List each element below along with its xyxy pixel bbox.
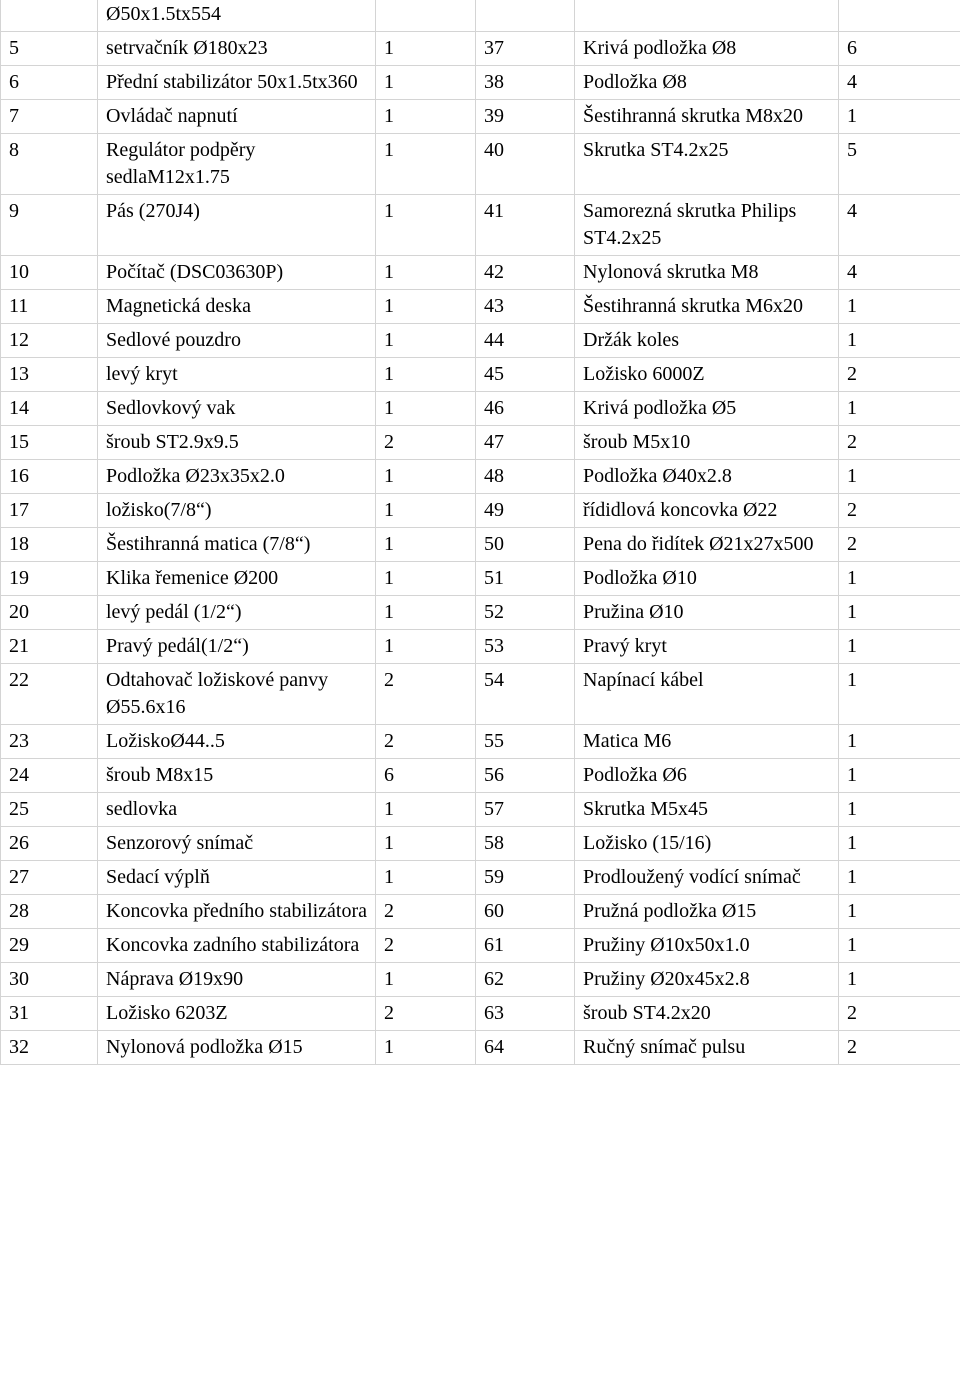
cell-part-quantity: 1 <box>376 392 476 426</box>
table-row <box>1 759 960 793</box>
table-row <box>1 596 960 630</box>
cell-part-quantity: 2 <box>376 664 476 725</box>
cell-part-name: Podložka Ø10 <box>575 562 839 596</box>
cell-part-number: 57 <box>476 793 575 827</box>
cell-part-name: Ložisko 6203Z <box>98 997 376 1031</box>
cell-part-number: 6 <box>1 66 98 100</box>
table-row <box>1 664 960 725</box>
cell-part-quantity: 1 <box>839 100 960 134</box>
cell-part-name: Koncovka zadního stabilizátora <box>98 929 376 963</box>
cell-part-quantity: 2 <box>839 494 960 528</box>
cell-part-quantity: 1 <box>839 861 960 895</box>
cell-part-name: Pružná podložka Ø15 <box>575 895 839 929</box>
cell-part-quantity: 2 <box>376 997 476 1031</box>
cell-part-number: 5 <box>1 32 98 66</box>
cell-part-number: 37 <box>476 32 575 66</box>
cell-part-number: 58 <box>476 827 575 861</box>
table-row <box>1 1031 960 1065</box>
cell-part-number: 46 <box>476 392 575 426</box>
cell-part-number: 10 <box>1 256 98 290</box>
cell-part-quantity: 1 <box>839 827 960 861</box>
table-row <box>1 725 960 759</box>
table-row <box>1 426 960 460</box>
cell-part-quantity: 4 <box>839 66 960 100</box>
table-row <box>1 134 960 195</box>
cell-part-number: 38 <box>476 66 575 100</box>
cell-b-name <box>575 0 839 32</box>
cell-part-number: 26 <box>1 827 98 861</box>
cell-part-quantity: 1 <box>376 256 476 290</box>
cell-part-name: Pružiny Ø20x45x2.8 <box>575 963 839 997</box>
cell-part-quantity: 1 <box>376 596 476 630</box>
table-row <box>1 963 960 997</box>
cell-part-name: Podložka Ø40x2.8 <box>575 460 839 494</box>
cell-a-name: Ø50x1.5tx554 <box>98 0 376 32</box>
cell-part-quantity: 1 <box>839 392 960 426</box>
cell-part-name: Nylonová podložka Ø15 <box>98 1031 376 1065</box>
cell-part-number: 49 <box>476 494 575 528</box>
cell-part-quantity: 1 <box>839 596 960 630</box>
cell-part-name: Samorezná skrutka Philips ST4.2x25 <box>575 195 839 256</box>
cell-part-quantity: 2 <box>376 895 476 929</box>
cell-part-number: 55 <box>476 725 575 759</box>
cell-part-quantity: 2 <box>839 1031 960 1065</box>
cell-part-number: 45 <box>476 358 575 392</box>
table-row <box>1 827 960 861</box>
table-row <box>1 392 960 426</box>
cell-part-name: Ložisko 6000Z <box>575 358 839 392</box>
cell-part-name: Krivá podložka Ø5 <box>575 392 839 426</box>
cell-part-number: 21 <box>1 630 98 664</box>
cell-part-name: Podložka Ø8 <box>575 66 839 100</box>
table-row-fragment <box>1 0 960 32</box>
cell-part-number: 12 <box>1 324 98 358</box>
cell-part-name: Pravý pedál(1/2“) <box>98 630 376 664</box>
cell-part-name: Držák koles <box>575 324 839 358</box>
cell-part-quantity: 1 <box>839 664 960 725</box>
table-row <box>1 895 960 929</box>
cell-part-number: 43 <box>476 290 575 324</box>
cell-part-number: 63 <box>476 997 575 1031</box>
cell-part-name: setrvačník Ø180x23 <box>98 32 376 66</box>
cell-part-number: 28 <box>1 895 98 929</box>
table-row <box>1 358 960 392</box>
cell-part-number: 53 <box>476 630 575 664</box>
cell-part-quantity: 1 <box>376 100 476 134</box>
cell-part-quantity: 1 <box>839 460 960 494</box>
cell-part-name: Počítač (DSC03630P) <box>98 256 376 290</box>
cell-part-quantity: 6 <box>376 759 476 793</box>
cell-part-name: Klika řemenice Ø200 <box>98 562 376 596</box>
cell-part-name: levý kryt <box>98 358 376 392</box>
cell-part-number: 51 <box>476 562 575 596</box>
cell-a-no <box>1 0 98 32</box>
cell-part-quantity: 1 <box>376 963 476 997</box>
cell-part-number: 52 <box>476 596 575 630</box>
cell-part-name: Sedlovkový vak <box>98 392 376 426</box>
cell-part-quantity: 1 <box>376 827 476 861</box>
cell-part-number: 32 <box>1 1031 98 1065</box>
cell-part-name: Skrutka ST4.2x25 <box>575 134 839 195</box>
cell-part-name: levý pedál (1/2“) <box>98 596 376 630</box>
cell-part-number: 62 <box>476 963 575 997</box>
cell-part-quantity: 1 <box>376 134 476 195</box>
table-row <box>1 66 960 100</box>
cell-part-name: šroub ST4.2x20 <box>575 997 839 1031</box>
table-row <box>1 929 960 963</box>
table-row <box>1 100 960 134</box>
cell-part-name: Odtahovač ložiskové panvy Ø55.6x16 <box>98 664 376 725</box>
table-row <box>1 324 960 358</box>
cell-part-name: Matica M6 <box>575 725 839 759</box>
table-row <box>1 793 960 827</box>
cell-part-quantity: 2 <box>839 426 960 460</box>
table-row <box>1 562 960 596</box>
cell-part-quantity: 1 <box>376 861 476 895</box>
cell-part-name: šroub ST2.9x9.5 <box>98 426 376 460</box>
cell-part-number: 9 <box>1 195 98 256</box>
cell-part-name: ložisko(7/8“) <box>98 494 376 528</box>
cell-part-quantity: 2 <box>376 426 476 460</box>
cell-part-name: Ložisko (15/16) <box>575 827 839 861</box>
cell-part-quantity: 1 <box>376 793 476 827</box>
table-row <box>1 290 960 324</box>
cell-part-number: 22 <box>1 664 98 725</box>
table-row <box>1 32 960 66</box>
cell-part-name: řídidlová koncovka Ø22 <box>575 494 839 528</box>
table-row <box>1 256 960 290</box>
cell-part-quantity: 1 <box>839 929 960 963</box>
cell-part-quantity: 1 <box>376 32 476 66</box>
cell-part-number: 60 <box>476 895 575 929</box>
table-row <box>1 861 960 895</box>
cell-part-number: 39 <box>476 100 575 134</box>
cell-part-quantity: 1 <box>839 895 960 929</box>
cell-part-number: 19 <box>1 562 98 596</box>
cell-part-number: 7 <box>1 100 98 134</box>
cell-part-quantity: 1 <box>376 66 476 100</box>
cell-part-number: 41 <box>476 195 575 256</box>
cell-part-quantity: 1 <box>839 290 960 324</box>
cell-part-quantity: 1 <box>839 793 960 827</box>
cell-b-no <box>476 0 575 32</box>
cell-part-number: 47 <box>476 426 575 460</box>
cell-part-name: Sedlové pouzdro <box>98 324 376 358</box>
cell-part-number: 30 <box>1 963 98 997</box>
cell-a-qty <box>376 0 476 32</box>
cell-part-name: Nylonová skrutka M8 <box>575 256 839 290</box>
cell-part-name: šroub M5x10 <box>575 426 839 460</box>
cell-part-quantity: 6 <box>839 32 960 66</box>
cell-part-number: 61 <box>476 929 575 963</box>
cell-b-qty <box>839 0 960 32</box>
cell-part-quantity: 1 <box>376 358 476 392</box>
cell-part-quantity: 2 <box>839 358 960 392</box>
cell-part-number: 23 <box>1 725 98 759</box>
cell-part-quantity: 1 <box>839 759 960 793</box>
cell-part-number: 44 <box>476 324 575 358</box>
cell-part-quantity: 1 <box>376 630 476 664</box>
cell-part-quantity: 2 <box>376 929 476 963</box>
cell-part-name: Senzorový snímač <box>98 827 376 861</box>
cell-part-quantity: 4 <box>839 195 960 256</box>
cell-part-quantity: 2 <box>376 725 476 759</box>
cell-part-name: sedlovka <box>98 793 376 827</box>
cell-part-name: Ručný snímač pulsu <box>575 1031 839 1065</box>
cell-part-quantity: 1 <box>839 963 960 997</box>
cell-part-number: 8 <box>1 134 98 195</box>
cell-part-name: Koncovka předního stabilizátora <box>98 895 376 929</box>
cell-part-quantity: 1 <box>839 324 960 358</box>
cell-part-quantity: 1 <box>376 1031 476 1065</box>
cell-part-quantity: 1 <box>376 528 476 562</box>
cell-part-name: Podložka Ø23x35x2.0 <box>98 460 376 494</box>
cell-part-name: Náprava Ø19x90 <box>98 963 376 997</box>
cell-part-name: Přední stabilizátor 50x1.5tx360 <box>98 66 376 100</box>
cell-part-name: Šestihranná skrutka M6x20 <box>575 290 839 324</box>
cell-part-name: Magnetická deska <box>98 290 376 324</box>
table-row <box>1 528 960 562</box>
cell-part-name: Napínací kábel <box>575 664 839 725</box>
cell-part-quantity: 1 <box>376 562 476 596</box>
cell-part-number: 14 <box>1 392 98 426</box>
cell-part-number: 18 <box>1 528 98 562</box>
cell-part-name: Krivá podložka Ø8 <box>575 32 839 66</box>
cell-part-quantity: 5 <box>839 134 960 195</box>
cell-part-number: 59 <box>476 861 575 895</box>
cell-part-number: 31 <box>1 997 98 1031</box>
cell-part-number: 48 <box>476 460 575 494</box>
cell-part-number: 56 <box>476 759 575 793</box>
cell-part-name: Prodloužený vodící snímač <box>575 861 839 895</box>
cell-part-number: 29 <box>1 929 98 963</box>
cell-part-quantity: 1 <box>376 460 476 494</box>
cell-part-name: Pružiny Ø10x50x1.0 <box>575 929 839 963</box>
cell-part-number: 25 <box>1 793 98 827</box>
cell-part-name: Šestihranná skrutka M8x20 <box>575 100 839 134</box>
cell-part-quantity: 1 <box>376 324 476 358</box>
cell-part-name: LožiskoØ44..5 <box>98 725 376 759</box>
table-row <box>1 494 960 528</box>
cell-part-name: Regulátor podpěry sedlaM12x1.75 <box>98 134 376 195</box>
cell-part-name: Skrutka M5x45 <box>575 793 839 827</box>
cell-part-quantity: 1 <box>839 562 960 596</box>
table-row <box>1 460 960 494</box>
table-row <box>1 195 960 256</box>
cell-part-name: Pružina Ø10 <box>575 596 839 630</box>
cell-part-quantity: 1 <box>376 290 476 324</box>
cell-part-number: 17 <box>1 494 98 528</box>
cell-part-quantity: 2 <box>839 997 960 1031</box>
cell-part-name: Ovládač napnutí <box>98 100 376 134</box>
cell-part-number: 13 <box>1 358 98 392</box>
cell-part-name: Pena do řidítek Ø21x27x500 <box>575 528 839 562</box>
cell-part-name: Pravý kryt <box>575 630 839 664</box>
cell-part-quantity: 4 <box>839 256 960 290</box>
cell-part-name: Pás (270J4) <box>98 195 376 256</box>
table-row <box>1 630 960 664</box>
table-row <box>1 997 960 1031</box>
cell-part-number: 40 <box>476 134 575 195</box>
cell-part-number: 24 <box>1 759 98 793</box>
parts-list-body <box>1 0 960 1065</box>
cell-part-number: 16 <box>1 460 98 494</box>
cell-part-name: Sedací výplň <box>98 861 376 895</box>
cell-part-quantity: 1 <box>376 494 476 528</box>
cell-part-name: šroub M8x15 <box>98 759 376 793</box>
cell-part-number: 20 <box>1 596 98 630</box>
cell-part-number: 64 <box>476 1031 575 1065</box>
cell-part-name: Šestihranná matica (7/8“) <box>98 528 376 562</box>
cell-part-quantity: 2 <box>839 528 960 562</box>
cell-part-number: 27 <box>1 861 98 895</box>
cell-part-number: 50 <box>476 528 575 562</box>
cell-part-name: Podložka Ø6 <box>575 759 839 793</box>
cell-part-number: 54 <box>476 664 575 725</box>
cell-part-number: 11 <box>1 290 98 324</box>
cell-part-quantity: 1 <box>839 725 960 759</box>
cell-part-quantity: 1 <box>376 195 476 256</box>
cell-part-number: 15 <box>1 426 98 460</box>
cell-part-quantity: 1 <box>839 630 960 664</box>
cell-part-number: 42 <box>476 256 575 290</box>
